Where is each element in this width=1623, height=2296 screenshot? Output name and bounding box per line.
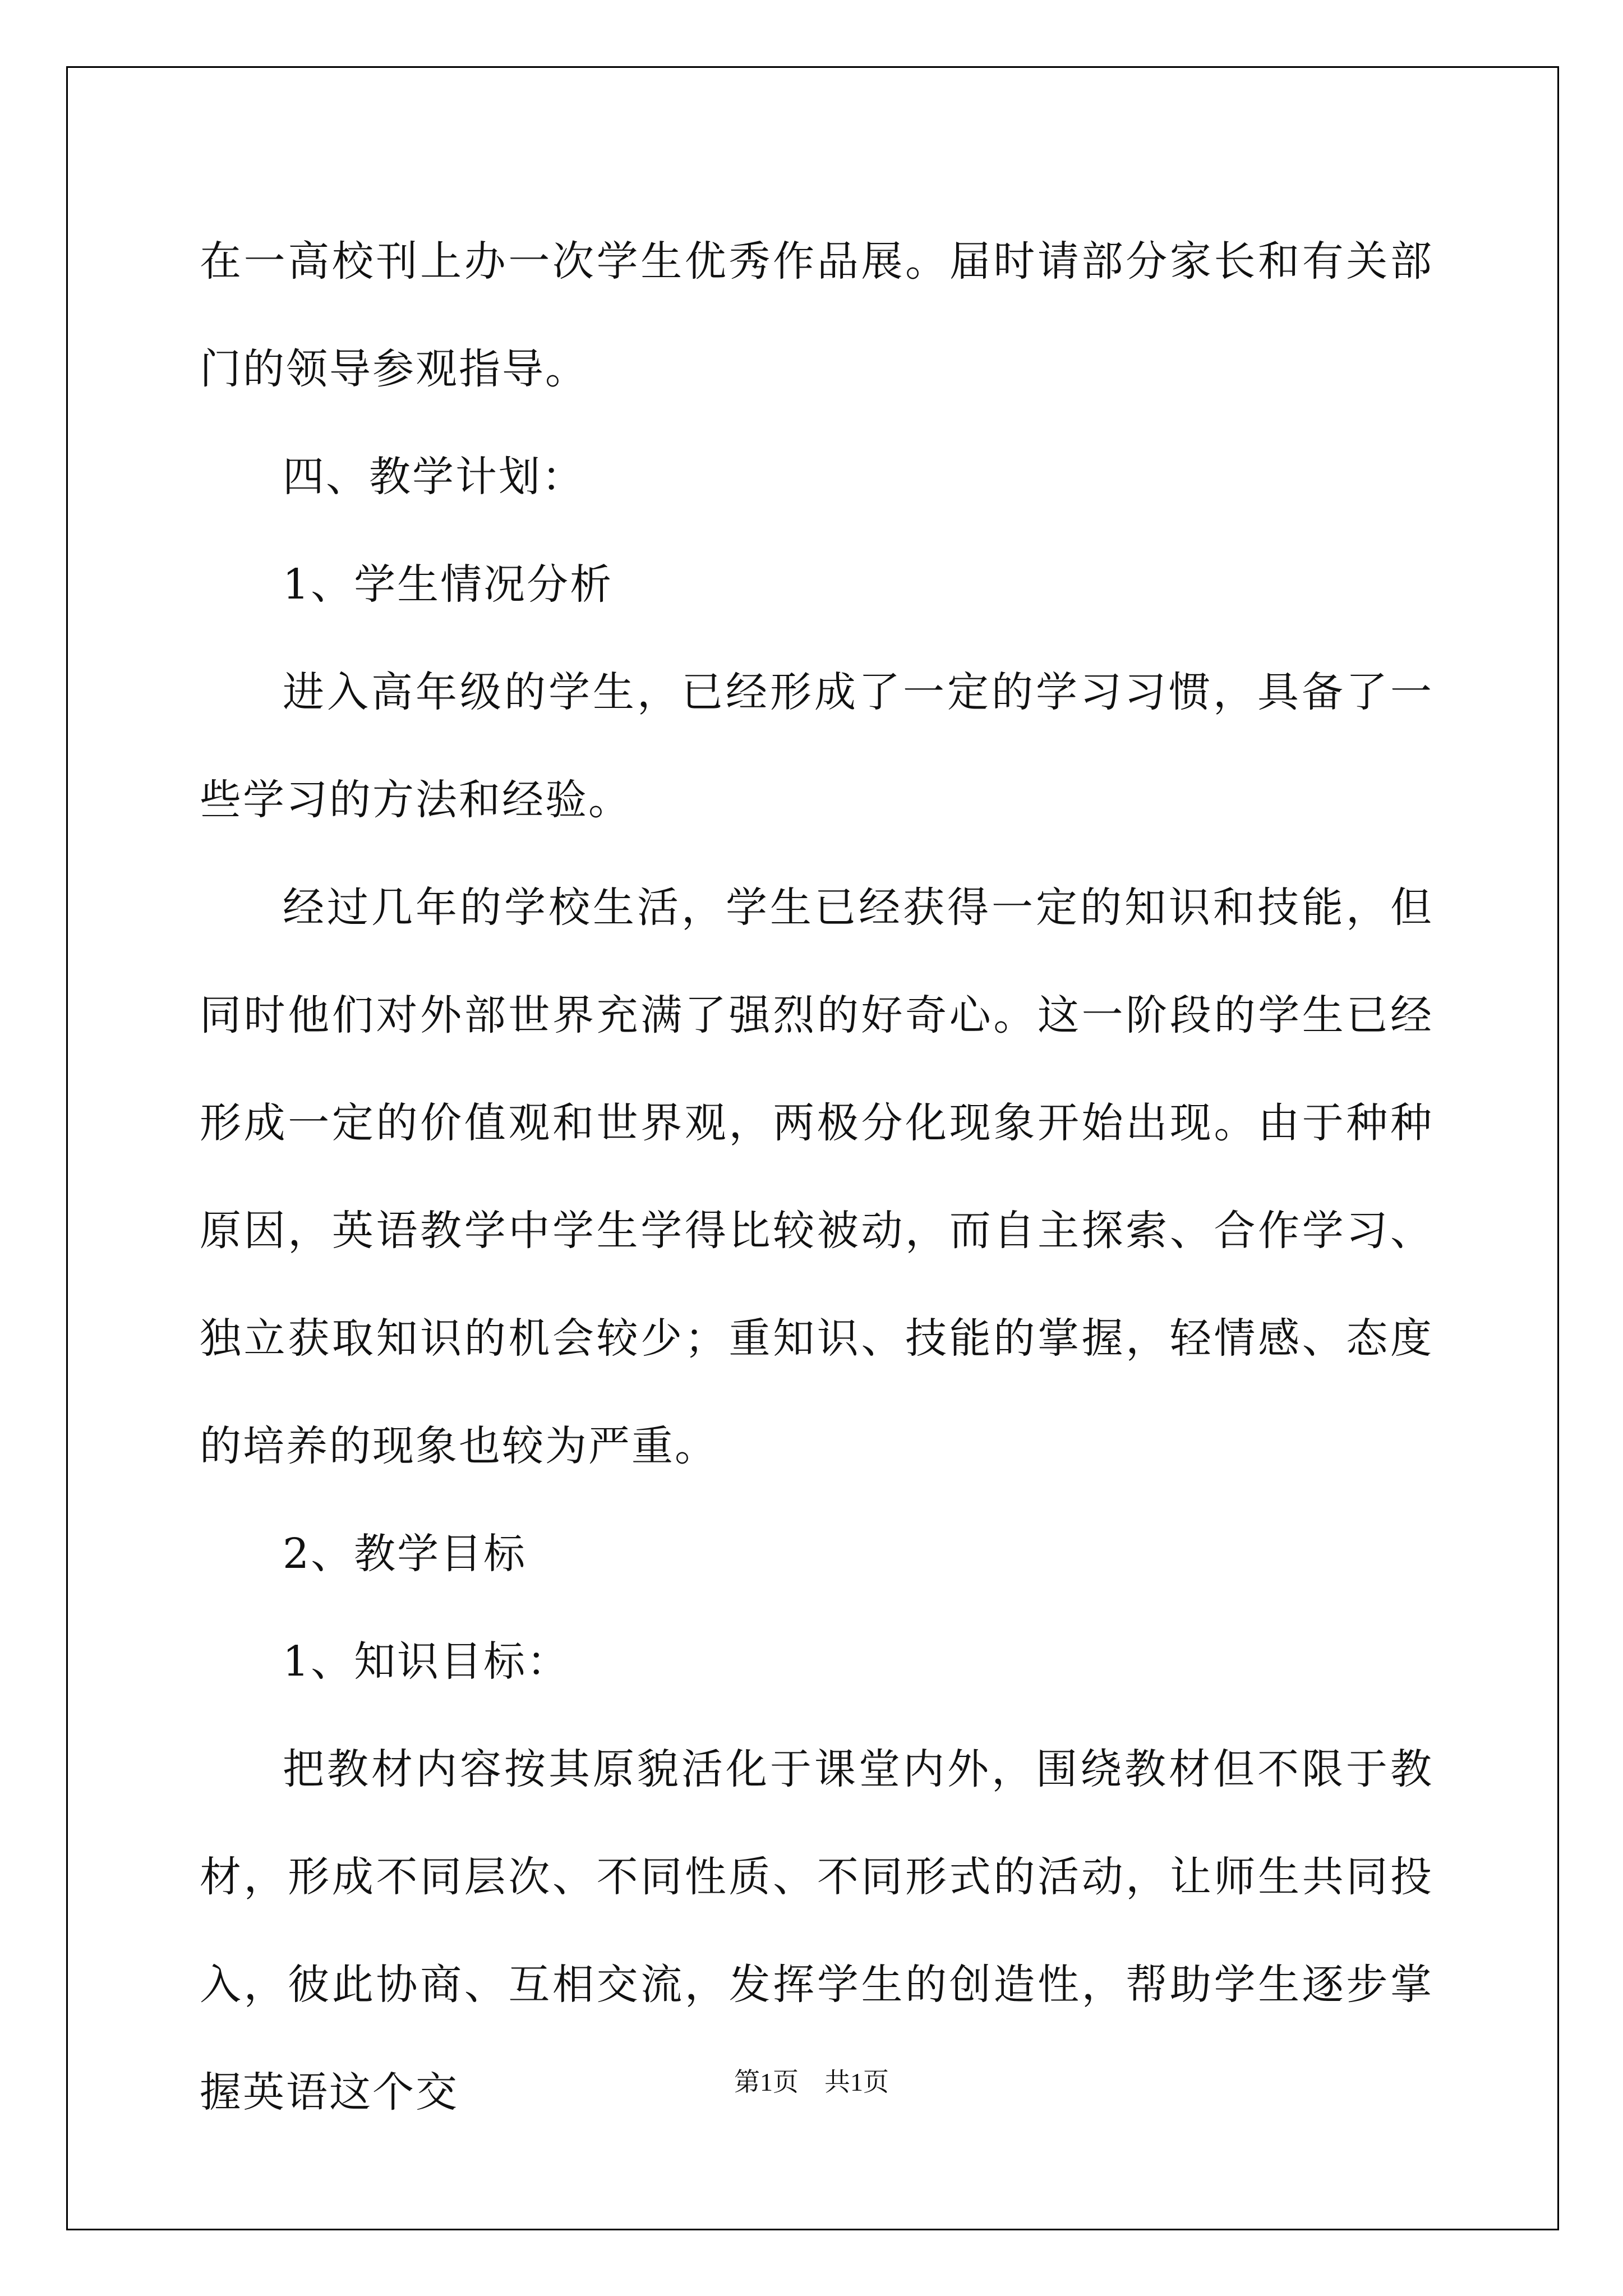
subheading-student-analysis: 1、学生情况分析 (283, 560, 614, 609)
paragraph-student-situation: 经过几年的学校生活，学生已经获得一定的知识和技能，但同时他们对外部世界充满了强烈的好奇心。这一阶段的学生已经形成一定的价值观和世界观，两极分化现象开始出现。由于种种原因，英语教学中学生学得比较被动，而自主探索、合作学习、独立获取知识的机会较少；重知识、技能的掌握，轻情感、态度的培养的现象也较为严重。 (200, 884, 1433, 1470)
section-heading-teaching-plan: 四、教学计划： (283, 453, 585, 501)
paragraph-continuation: 在一高校刊上办一次学生优秀作品展。届时请部分家长和有关部门的领导参观指导。 (200, 237, 1433, 393)
page-number: 第1页 共1页 (734, 2068, 889, 2096)
paragraph-knowledge-goals: 把教材内容按其原貌活化于课堂内外，围绕教材但不限于教材，形成不同层次、不同性质、不同形式的活动，让师生共同投入，彼此协商、互相交流，发挥学生的创造性，帮助学生逐步掌握英语这个交 (200, 1745, 1433, 2116)
page-footer (0, 2065, 1623, 2099)
subheading-knowledge-goals: 1、知识目标： (283, 1637, 570, 1686)
document-body (200, 208, 1433, 2146)
paragraph-student-habits: 进入高年级的学生，已经形成了一定的学习习惯，具备了一些学习的方法和经验。 (200, 668, 1433, 824)
subheading-teaching-goals: 2、教学目标 (283, 1530, 527, 1578)
